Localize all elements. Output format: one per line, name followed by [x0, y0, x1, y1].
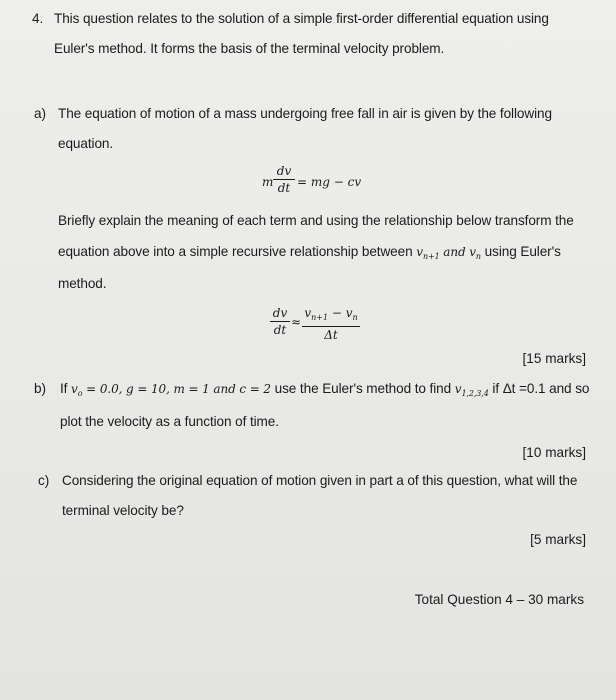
total-marks: Total Question 4 – 30 marks	[414, 592, 584, 607]
part-b-marks: [10 marks]	[522, 445, 586, 460]
question-number: 4.	[32, 11, 44, 26]
eq2-vn-sub: n	[352, 313, 358, 322]
question-intro-line1: This question relates to the solution of a simple first-order differential equation using	[54, 11, 549, 26]
eq2-vn: v	[345, 306, 353, 320]
eq1-rhs: = mg − cv	[297, 175, 362, 189]
eq2-difference	[302, 306, 360, 342]
part-b-if: If	[60, 381, 68, 396]
equation-motion	[262, 164, 382, 200]
explain-and: and	[443, 245, 466, 259]
part-b-mid: use the Euler's method to find	[274, 381, 452, 396]
part-b-v-find-sub: 1,2,3,4	[461, 389, 489, 398]
eq2-derivative	[270, 306, 290, 337]
eq1-denominator: dt	[277, 181, 291, 195]
part-c-marks: [5 marks]	[530, 532, 586, 547]
part-b-line2: plot the velocity as a function of time.	[60, 414, 279, 429]
explain-line2-post: using Euler's	[484, 244, 561, 259]
part-a-line1: The equation of motion of a mass undergoing free fall in air is given by the following	[58, 106, 552, 121]
part-c-label: c)	[38, 473, 50, 488]
part-b-v0-sub: o	[77, 389, 83, 398]
part-a-label: a)	[34, 106, 46, 121]
part-b-line1	[60, 381, 589, 398]
explain-v-next-sub: n+1	[422, 252, 440, 261]
eq2-lhs-denominator: dt	[273, 323, 287, 337]
equation-euler-approx	[270, 306, 370, 342]
part-b-dt: if Δt =0.1 and so	[492, 381, 590, 396]
eq2-vn1: v	[304, 306, 312, 320]
explain-v-n: v	[469, 245, 476, 259]
part-b-v-find: v	[454, 382, 462, 396]
part-a-marks: [15 marks]	[522, 351, 586, 366]
explain-v-n-sub: n	[475, 252, 481, 261]
explain-line2-pre: equation above into a simple recursive relationship between	[58, 244, 413, 259]
eq2-rhs-numerator	[302, 306, 360, 325]
eq1-derivative	[273, 164, 295, 195]
part-a-explain-line1: Briefly explain the meaning of each term and using the relationship below transform the	[58, 213, 574, 228]
part-a-explain-line2	[58, 244, 561, 261]
eq1-numerator: dv	[276, 164, 292, 178]
part-b-label: b)	[34, 381, 46, 396]
question-intro-line2: Euler's method. It forms the basis of the terminal velocity problem.	[54, 41, 445, 56]
part-a-explain-line3: method.	[58, 276, 107, 291]
part-b-v0: v	[71, 382, 78, 396]
explain-v-next: v	[416, 245, 423, 259]
eq2-minus: −	[328, 306, 346, 320]
part-b-values: = 0.0, g = 10, m = 1 and c = 2	[82, 382, 271, 396]
eq2-rhs-denominator: Δt	[324, 328, 338, 342]
eq1-mass: m	[262, 175, 274, 189]
part-c-line2: terminal velocity be?	[62, 503, 184, 518]
part-c-line1: Considering the original equation of motion given in part a of this question, what will the	[62, 473, 578, 488]
eq2-approx: ≈	[291, 315, 302, 329]
eq2-lhs-numerator: dv	[272, 306, 288, 320]
part-a-line2: equation.	[58, 136, 114, 151]
eq2-vn1-sub: n+1	[311, 313, 329, 322]
